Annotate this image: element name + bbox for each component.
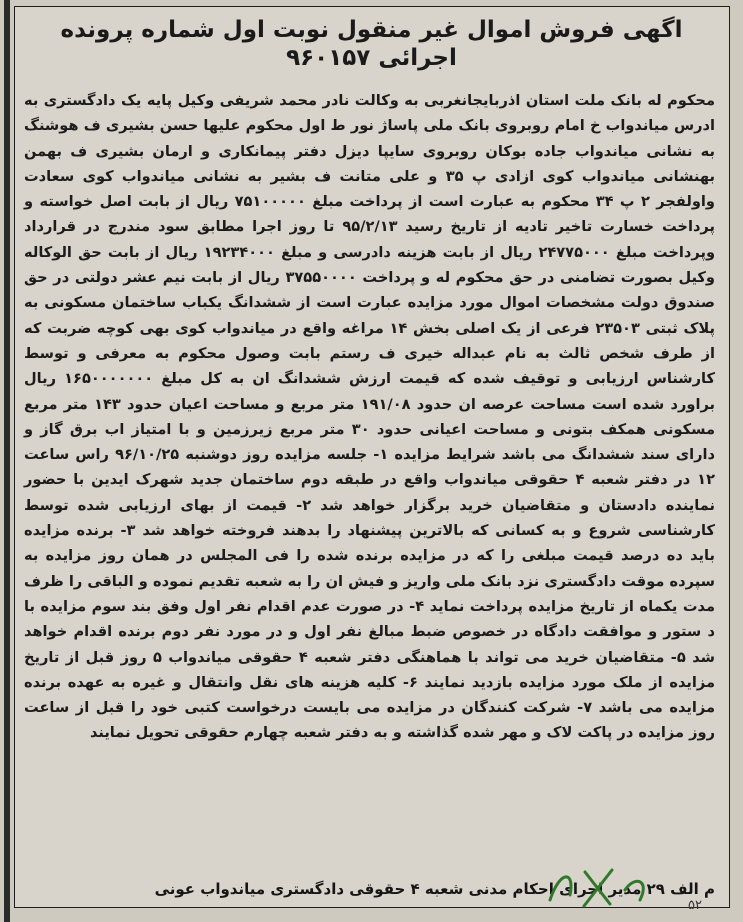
- notice-body: محکوم له بانک ملت استان اذربایجانغربی به وکالت نادر محمد شریفی وکیل پایه یک دادگستری به ادرس میاندواب خ امام روبروی بانک ملی پاساژ نور ط اول محکوم علیها حسن بشیری ف هوشنگ به نشانی میاندواب جاده بوکان روبروی سایپا دیزل دفتر پیمانکاری و ارمان بشیری ف بهمن بهنشانی میاندواب کوی ازادی پ ۳۵ و علی متانت ف بشیر به نشانی میاندواب کوی سعادت واولفجر ۲ پ ۳۴ محکوم به عبارت است از پرداخت مبلغ ۷۵۱۰۰۰۰۰ ریال از بابت اصل خواسته و پرداخت خسارت تاخیر تادیه از تاریخ رسید ۹۵/۲/۱۳ تا روز اجرا مطابق سود مندرج در قرارداد وپرداخت مبلغ ۲۴۷۷۵۰۰۰ ریال از بابت هزینه دادرسی و مبلغ ۱۹۲۳۴۰۰۰ ریال از بابت حق الوکاله وکیل بصورت تضامنی در حق محکوم له و پرداخت ۳۷۵۵۰۰۰۰ ریال از بابت نیم عشر دولتی در حق صندوق دولت مشخصات اموال مورد مزایده عبارت است از ششدانگ یکباب ساختمان مسکونی به پلاک ثبتی ۲۳۵۰۳ فرعی از یک اصلی بخش ۱۴ مراغه واقع در میاندواب کوی بهی کوچه ضربت که از طرف شخص ثالث به نام عبداله خیری ف رستم بابت وصول محکوم به معرفی و توسط کارشناس ارزیابی و توقیف شده که قیمت ارزش ششدانگ ان به کل مبلغ ۱۶۵۰۰۰۰۰۰۰ ریال براورد شده است مساحت عرصه ان حدود ۱۹۱/۰۸ متر مربع و مساحت اعیان حدود ۱۴۳ متر مربع مسکونی همکف بتونی و مساحت اعیانی حدود ۳۰ متر مربع زیرزمین و با امتیاز اب برق گاز و دارای سند ششدانگ می باشد شرایط مزایده ۱- جلسه مزایده روز دوشنبه ۹۶/۱۰/۲۵ راس ساعت ۱۲ در دفتر شعبه ۴ حقوقی میاندواب واقع در طبقه دوم ساختمان جدید شهرک ایدین با حضور نماینده دادستان و متقاضیان خرید برگزار خواهد شد ۲- قیمت از بهای ارزیابی شده توسط کارشناسی شروع و به کسانی که بالاترین پیشنهاد را بدهند فروخته خواهد شد ۳- برنده مزایده باید ده درصد قیمت مبلغی را که در مزایده برنده شده را فی المجلس در همان روز مزایده به سپرده موقت دادگستری نزد بانک ملی واریز و فیش ان را به شعبه تقدیم نموده و الباقی را ظرف مدت یکماه از تاریخ مزایده پرداخت نماید ۴- در صورت عدم اقدام نفر اول وفق بند سوم مزایده با د ستور و موافقت دادگاه در خصوص ضبط مبالغ نفر اول و در مورد نفر دوم برنده اقدام خواهد شد ۵- متقاضیان خرید می تواند با هماهنگی دفتر شعبه ۴ حقوقی میاندواب ۵ روز قبل از تاریخ مزایده از ملک مورد مزایده بازدید نمایند ۶- کلیه هزینه های نقل وانتقال و غیره به عهده برنده مزایده می باشد ۷- شرکت کنندگان در مزایده می بایست درخواست کتبی خود را قبل از ساعت روز مزایده در پاکت لاک و مهر شده گذاشته و به دفتر شعبه چهارم حقوقی تحویل نمایند: [24, 92, 716, 742]
- notice-title: اگهی فروش اموال غیر منقول نوبت اول شماره پرونده اجرائی ۹۶۰۱۵۷: [60, 17, 683, 71]
- scan-edge: [4, 0, 10, 922]
- handwritten-mark-icon: [540, 860, 660, 912]
- page-number: ۵۲: [688, 898, 702, 913]
- notice-footer: م الف ۲۹ مدیر اجرای احکام مدنی شعبه ۴ حقوقی دادگستری میاندواب عونی: [154, 880, 715, 898]
